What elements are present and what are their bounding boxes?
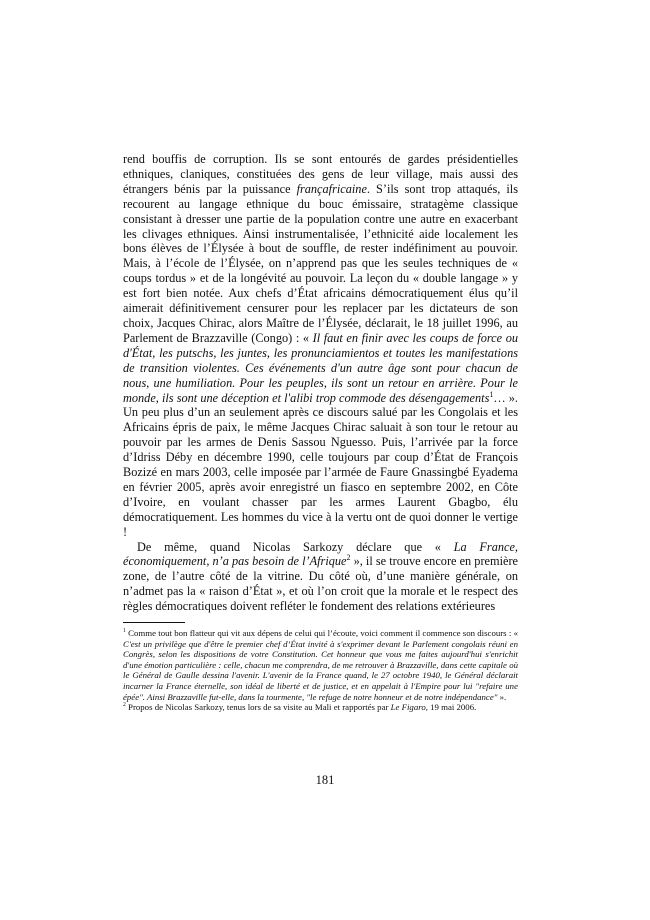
body-paragraph-1 bbox=[123, 152, 518, 540]
page-number: 181 bbox=[315, 773, 335, 787]
text-run: rend bouffis de corruption. Ils se sont entourés de gardes présidentielles ethniques, claniques, constituées des gens de leur village, mais aussi des étrangers bénis par la puissance bbox=[123, 152, 518, 196]
body-paragraph-2 bbox=[123, 540, 518, 615]
footnote-ref-2[interactable]: 2 bbox=[346, 553, 351, 563]
footnote-1 bbox=[123, 628, 518, 702]
italic-source: Le Figaro bbox=[390, 702, 426, 713]
italic-quote: Il faut en finir avec les coups de force ou d'État, les putschs, les juntes, les pronunciamientos et toutes les manifestations de transition violentes. Ces événements d'un autre âge sont pour chacun de nous, une humiliation. Pour les peuples, ils sont un retour en arrière. Pour le monde, ils sont une déception et l'alibi trop commode des désengagements bbox=[123, 330, 518, 405]
italic-quote: C'est un privilège que d'être le premier chef d’État invité à s'exprimer devant le Parlement congolais réuni en Congrès, selon les dispositions de votre Constitution. Cet honneur que vous me faites aujourd'hui s'enrichit d'une émotion particulière : celle, chacun me comprendra, de me retrouver à Brazzaville, dans cette capitale où le Général de Gaulle dessina l'avenir. L'avenir de la France quand, le 27 octobre 1940, le Général déclarait incarner la France éternelle, son idéal de liberté et de justice, et en appelait à l'Empire pour lui "refaire une épée". Ainsi Brazzaville fut-elle, dans la tourmente, "le refuge de notre honneur et de notre indépendance" bbox=[123, 638, 518, 702]
text-run: Propos de Nicolas Sarkozy, tenus lors de sa visite au Mali et rapportés par bbox=[125, 702, 391, 713]
text-run: … ». Un peu plus d’un an seulement après ce discours salué par les Congolais et les Africains épris de paix, le même Jacques Chirac saluait à son tour le retour au pouvoir par les armes de Denis Sassou Nguesso. Puis, l’arrivée par la force d’Idriss Déby en décembre 1990, celle toujours par coup d’État de François Bozizé en mars 2003, celle imposée par l’armée de Faure Gnassingbé Eyadema en février 2005, après avoir enregistré un fiasco en septembre 2002, en Côte d’Ivoire, en voulant chasser par les armes Laurent Gbagbo, élu démocratiquement. Les hommes du vice à la vertu ont de quoi donner le vertige ! bbox=[123, 390, 518, 539]
italic-quote: La France, économiquement, n’a pas besoin de l’Afrique bbox=[123, 539, 518, 569]
footnote-2 bbox=[123, 702, 518, 713]
page-content bbox=[123, 152, 518, 713]
footnote-ref-1[interactable]: 1 bbox=[489, 389, 494, 399]
text-run: . S’ils sont trop attaqués, ils recourent au langage ethnique du bouc émissaire, stratagème classique consistant à dresser une partie de la population contre une autre en exacerbant les clivages ethniques. Ainsi instrumentalisée, l’ethnicité aide localement les bons élèves de l’Élysée à bout de souffle, de rester indéfiniment au pouvoir. Mais, à l’école de l’Élysée, on n’apprend pas que les seules techniques de « coups tordus » et de la longévité au pouvoir. La leçon du « double langage » y est fort bien notée. Aux chefs d’État africains démocratiquement élus qu’il aimerait définitivement censurer pour les replacer par les dictateurs de son choix, Jacques Chirac, alors Maître de l’Élysée, déclarait, le 18 juillet 1996, au Parlement de Brazzaville (Congo) : « bbox=[123, 181, 518, 345]
text-run: ». bbox=[497, 691, 507, 702]
italic-term: françafricaine bbox=[296, 181, 367, 196]
text-run: , 19 mai 2006. bbox=[425, 702, 477, 713]
text-run: Comme tout bon flatteur qui vit aux dépens de celui qui l’écoute, voici comment il commence son discours : « bbox=[125, 628, 518, 639]
body-text bbox=[123, 152, 518, 614]
footnote-number: 2 bbox=[123, 702, 126, 709]
footnote-number: 1 bbox=[123, 628, 126, 635]
footnotes bbox=[123, 628, 518, 713]
footnote-separator bbox=[123, 622, 185, 623]
text-run: De même, quand Nicolas Sarkozy déclare que « bbox=[137, 539, 454, 554]
text-run: », il se trouve encore en première zone, de l’autre côté de la vitrine. Du côté où, d’une manière générale, on n’admet pas la « raison d’État », et où l’on croit que la morale et le respect des règles démocratiques doivent refléter le fondement des relations extérieures bbox=[123, 554, 518, 614]
